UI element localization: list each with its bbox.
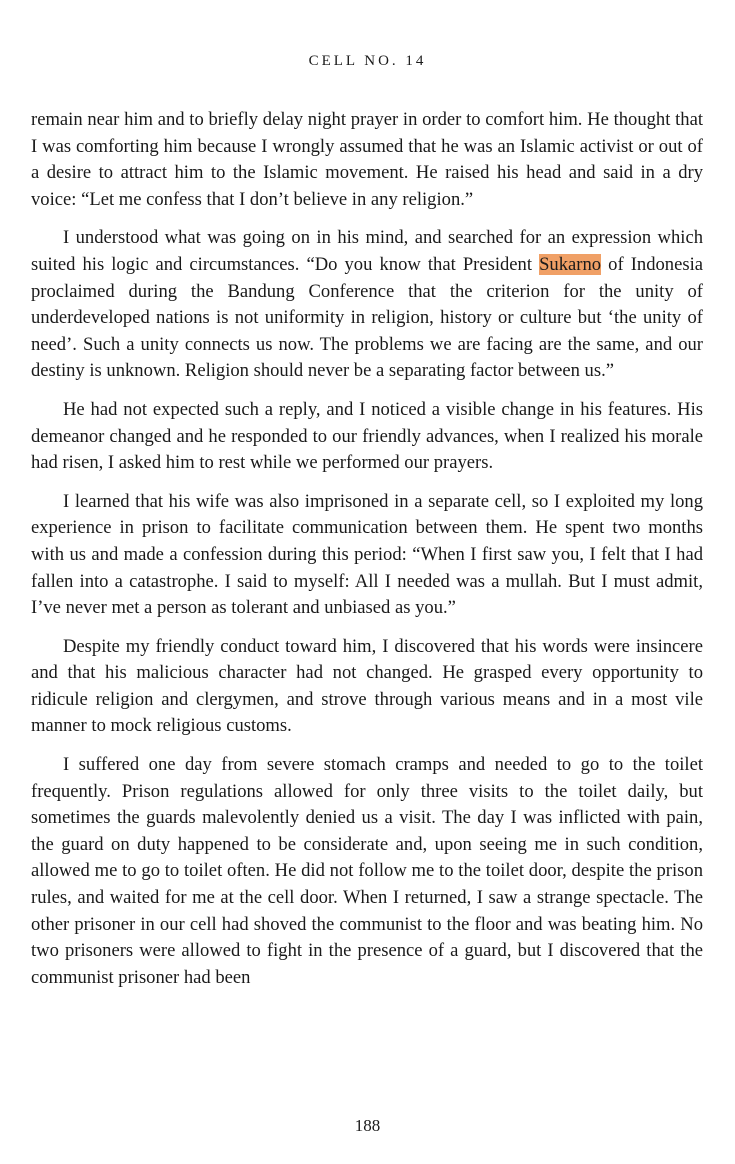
paragraph-5-text: Despite my friendly conduct toward him, I discovered that his words were insincere and that his malicious character had not changed. He grasped every opportunity to ridicule religion and clergymen, and strove through various means and in a most vile manner to mock religious customs. bbox=[31, 635, 703, 737]
paragraph-5 bbox=[31, 634, 703, 740]
paragraph-4-text: I learned that his wife was also imprisoned in a separate cell, so I exploited my long experience in prison to facilitate communication between them. He spent two months with us and made a confession during this period: “When I first saw you, I felt that I had fallen into a catastrophe. I said to myself: All I needed was a mullah. But I must admit, I’ve never met a person as tolerant and unbiased as you.” bbox=[31, 490, 703, 619]
highlighted-word[interactable]: Sukarno bbox=[539, 253, 602, 275]
paragraph-2 bbox=[31, 225, 703, 385]
page-number: 188 bbox=[354, 1116, 381, 1135]
paragraph-3-text: He had not expected such a reply, and I noticed a visible change in his features. His demeanor changed and he responded to our friendly advances, when I realized his morale had risen, I asked him to rest while we performed our prayers. bbox=[31, 398, 703, 474]
paragraph-2-text-end: of Indonesia proclaimed during the Bandung Conference that the criterion for the unity of underdeveloped nations is not uniformity in religion, history or culture but ‘the unity of need’. Such a unity connects us now. The problems we are facing are the same, and our destiny is unknown. Religion should never be a separating factor between us.” bbox=[31, 253, 703, 382]
paragraph-4 bbox=[31, 489, 703, 622]
paragraph-1-text: remain near him and to briefly delay night prayer in order to comfort him. He thought that I was comforting him because I wrongly assumed that he was an Islamic activist or out of a desire to attract him to the Islamic movement. He raised his head and said in a dry voice: “Let me confess that I don’t believe in any religion.” bbox=[31, 109, 703, 210]
running-head: CELL NO. 14 bbox=[308, 53, 427, 69]
paragraph-2-text-start: I understood what was going on in his mind, and searched for an expression which suited his logic and circumstances. “Do you know that President bbox=[31, 227, 703, 275]
body-text bbox=[31, 107, 703, 1003]
paragraph-3 bbox=[31, 397, 703, 477]
paragraph-6-text: I suffered one day from severe stomach cramps and needed to go to the toilet frequently. Prison regulations allowed for only three visits to the toilet daily, but sometimes the guards malevolently denied us a visit. The day I was inflicted with pain, the guard on duty happened to be considerate and, upon seeing me in such condition, allowed me to go to toilet often. He did not follow me to the toilet door, despite the prison rules, and waited for me at the cell door. When I returned, I saw a strange spectacle. The other prisoner in our cell had shoved the communist to the floor and was beating him. No two prisoners were allowed to fight in the presence of a guard, but I discovered that the communist prisoner had been bbox=[31, 754, 703, 988]
paragraph-6 bbox=[31, 752, 703, 991]
paragraph-1 bbox=[31, 107, 703, 213]
